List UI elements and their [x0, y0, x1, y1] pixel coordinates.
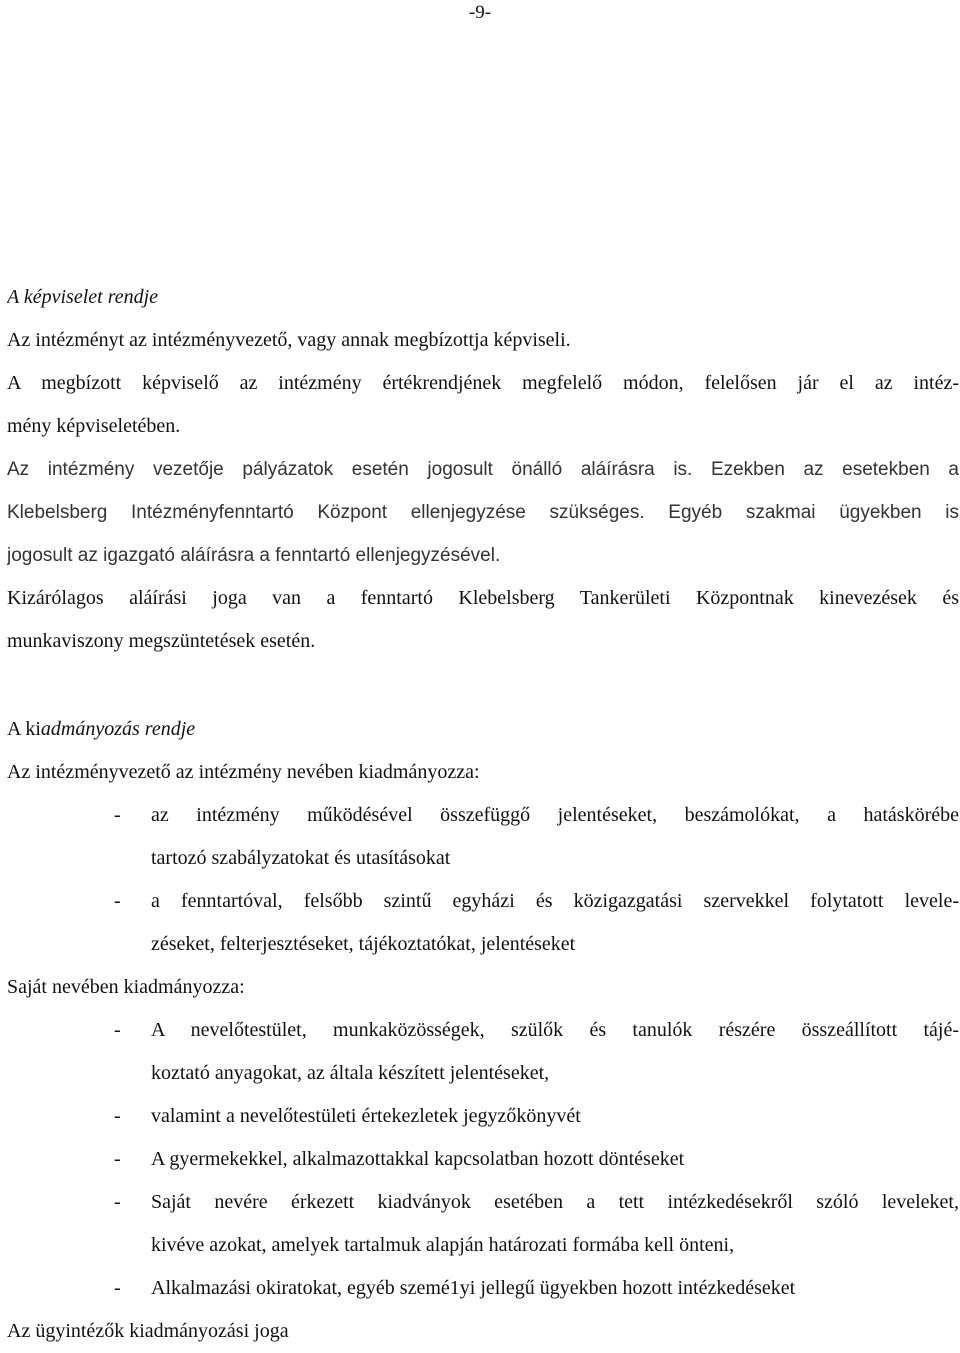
- list-item-text: zéseket, felterjesztéseket, tájékoztatókat, jelentéseket: [151, 933, 576, 955]
- list-dash: -: [114, 804, 121, 826]
- paragraph-line: A megbízott képviselő az intézmény értékrendjének megfelelő módon, felelősen jár el az intéz-: [7, 372, 959, 394]
- list-item-text: tartozó szabályzatokat és utasításokat: [151, 847, 451, 869]
- list-item-text: valamint a nevelőtestületi értekezletek jegyzőkönyvét: [151, 1105, 581, 1127]
- section-heading: A képviselet rendje: [7, 286, 159, 308]
- paragraph-line: Az intézményt az intézményvezető, vagy annak megbízottja képviseli.: [7, 329, 571, 351]
- list-dash: -: [114, 1191, 121, 1213]
- paragraph-line: Az intézményvezető az intézmény nevében kiadmányozza:: [7, 761, 480, 783]
- paragraph-line: Az ügyintézők kiadmányozási joga: [7, 1320, 289, 1342]
- list-dash: -: [114, 1148, 121, 1170]
- list-item: [7, 880, 959, 923]
- list-item-continuation: [7, 837, 959, 880]
- section-signing: [7, 708, 959, 1353]
- heading-prefix: A ki: [7, 718, 41, 740]
- paragraph-line: munkaviszony megszüntetések esetén.: [7, 630, 316, 652]
- list-item-text: a fenntartóval, felsőbb szintű egyházi és közigazgatási szervekkel folytatott levele-: [151, 890, 959, 912]
- list-item-text: koztató anyagokat, az általa készített jelentéseket,: [151, 1062, 550, 1084]
- list-item: [7, 1181, 959, 1224]
- paragraph-line: Az intézmény vezetője pályázatok esetén jogosult önálló aláírásra is. Ezekben az esetekben a: [7, 459, 959, 480]
- heading-rest: admányozás rendje: [40, 718, 196, 740]
- list-item-text: Alkalmazási okiratokat, egyéb szemé1yi jellegű ügyekben hozott intézkedéseket: [151, 1277, 796, 1299]
- list-item-text: kivéve azokat, amelyek tartalmuk alapján határozati formába kell önteni,: [151, 1234, 735, 1256]
- list-item-continuation: [7, 923, 959, 966]
- list-item-continuation: [7, 1052, 959, 1095]
- list-item: [7, 1009, 959, 1052]
- page-number: -9-: [468, 2, 492, 23]
- list-item: [7, 1138, 959, 1181]
- list-item: [7, 1267, 959, 1310]
- list-item-text: az intézmény működésével összefüggő jelentéseket, beszámolókat, a hatáskörébe: [151, 804, 959, 826]
- section-heading: [7, 708, 959, 751]
- list-item: [7, 1095, 959, 1138]
- list-dash: -: [114, 1277, 121, 1299]
- list-item-text: A nevelőtestület, munkaközösségek, szülők és tanulók részére összeállított tájé-: [151, 1019, 959, 1041]
- paragraph-line: jogosult az igazgató aláírásra a fenntartó ellenjegyzésével.: [7, 545, 501, 566]
- paragraph-line: mény képviseletében.: [7, 415, 181, 437]
- paragraph-line: Kizárólagos aláírási joga van a fenntartó Klebelsberg Tankerületi Központnak kinevezések és: [7, 587, 959, 609]
- list-item-text: A gyermekekkel, alkalmazottakkal kapcsolatban hozott döntéseket: [151, 1148, 685, 1170]
- list-item: [7, 794, 959, 837]
- paragraph-line: Klebelsberg Intézményfenntartó Központ ellenjegyzése szükséges. Egyéb szakmai ügyekben is: [7, 502, 959, 523]
- list-dash: -: [114, 1105, 121, 1127]
- section-representation: [7, 276, 959, 663]
- list-item-continuation: [7, 1224, 959, 1267]
- list-dash: -: [114, 890, 121, 912]
- list-dash: -: [114, 1019, 121, 1041]
- paragraph-line: Saját nevében kiadmányozza:: [7, 976, 245, 998]
- list-item-text: Saját nevére érkezett kiadványok esetében a tett intézkedésekről szóló leveleket,: [151, 1191, 959, 1213]
